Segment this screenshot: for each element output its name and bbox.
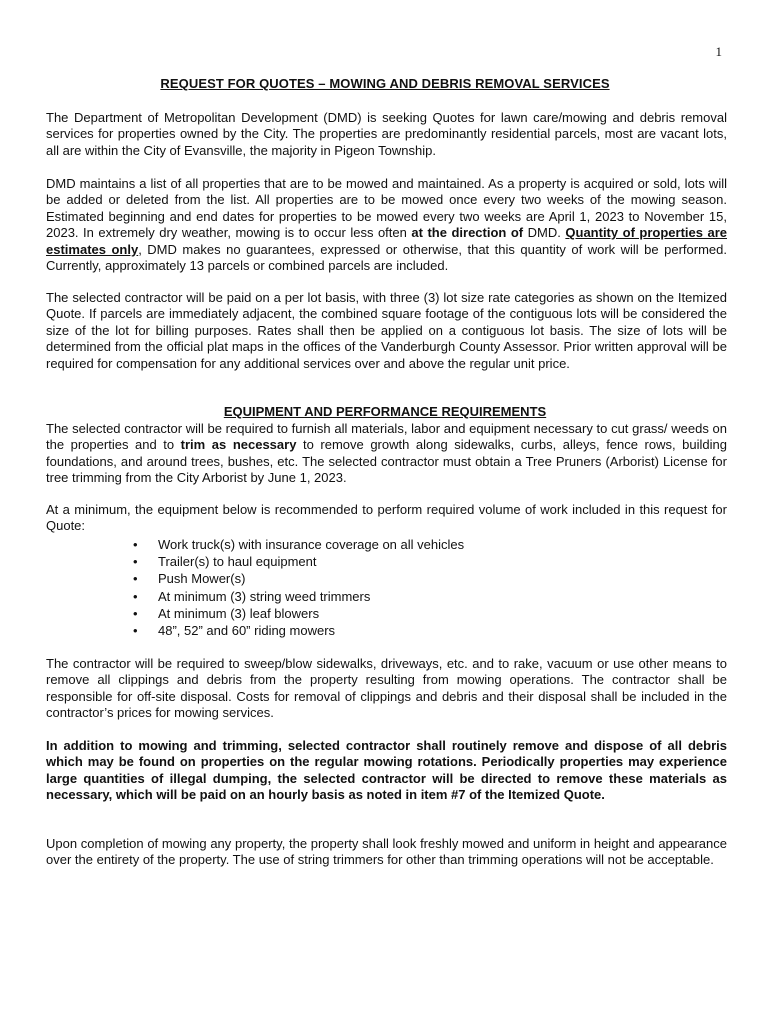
property-list-emphasis: at the direction of <box>411 225 524 241</box>
bullet-icon: • <box>133 537 138 552</box>
cleanup-paragraph: The contractor will be required to sweep/blow sidewalks, driveways, etc. and to rake, vacuum or use other means to remove all clippings and debris from the property resulting from mowing operations. The contractor shall be responsible for off-site disposal. Costs for removal of clippings and debris and their disposal shall be included in the contractor’s prices for mowing services. <box>46 656 727 721</box>
intro-paragraph: The Department of Metropolitan Development (DMD) is seeking Quotes for lawn care/mowing and debris removal services for properties owned by the City. The properties are predominantly residential parcels, most are vacant lots, all are within the City of Evansville, the majority in Pigeon Township. <box>46 110 727 158</box>
list-item-text: Work truck(s) with insurance coverage on all vehicles <box>158 537 465 552</box>
list-item <box>131 536 464 553</box>
property-list-paragraph <box>46 176 727 274</box>
bullet-icon: • <box>133 554 138 570</box>
page-number: 1 <box>715 44 722 59</box>
list-item-text: 48”, 52” and 60” riding mowers <box>158 623 336 639</box>
requirements-paragraph <box>46 421 727 487</box>
requirements-text-2: to remove growth along sidewalks, curbs, alleys, fence rows, building foundations, and around trees, bushes, etc. The selected contractor must obtain a Tree Pruners (Arborist) License for tree trimming from the City Arborist by June 1, 2023. <box>46 437 727 486</box>
list-item <box>131 553 464 570</box>
property-list-text-3: , DMD makes no guarantees, expressed or otherwise, that this quantity of work will be performed. Currently, approximately 13 parcels or combined parcels are included. <box>46 241 727 274</box>
completion-paragraph: Upon completion of mowing any property, the property shall look freshly mowed and uniform in height and appearance over the entirety of the property. The use of string trimmers for other than trimming operations will not be acceptable. <box>46 836 727 868</box>
list-item-text: At minimum (3) string weed trimmers <box>158 588 371 604</box>
payment-paragraph: The selected contractor will be paid on a per lot basis, with three (3) lot size rate categories as shown on the Itemized Quote. If parcels are immediately adjacent, the combined square footage of the contiguous lots will be considered the size of the lot for billing purposes. Rates shall then be applied on a contiguous lot basis. The size of lots will be determined from the official plat maps in the offices of the Vanderburgh County Assessor. Prior written approval will be required for compensation for any additional services over and above the regular unit price. <box>46 290 727 371</box>
document-title: REQUEST FOR QUOTES – MOWING AND DEBRIS REMOVAL SERVICES <box>160 76 610 91</box>
property-list-text-2: DMD. <box>523 225 566 241</box>
quantity-disclaimer: Quantity of properties are estimates only <box>46 225 728 257</box>
bullet-icon: • <box>133 605 138 621</box>
equipment-intro-paragraph: At a minimum, the equipment below is recommended to perform required volume of work included in this request for Quote: <box>46 502 727 534</box>
bullet-icon: • <box>133 588 138 604</box>
bullet-icon: • <box>133 571 138 587</box>
property-list-text-1: DMD maintains a list of all properties that are to be mowed and maintained. As a property is acquired or sold, lots will be added or deleted from the list. All properties are to be mowed once every two weeks of the mowing season. Estimated beginning and end dates for properties to be mowed every two weeks are April 1, 2023 to November 15, 2023. In extremely dry weather, mowing is to occur less often <box>46 176 727 241</box>
list-item <box>131 570 464 587</box>
list-item <box>131 622 464 639</box>
bullet-icon: • <box>133 623 138 639</box>
list-item <box>131 605 464 622</box>
section-heading: EQUIPMENT AND PERFORMANCE REQUIREMENTS <box>223 404 547 419</box>
requirements-text-1: The selected contractor will be required to furnish all materials, labor and equipment necessary to cut grass/ weeds on the properties and to <box>46 421 727 453</box>
debris-paragraph: In addition to mowing and trimming, selected contractor shall routinely remove and dispose of all debris which may be found on properties on the regular mowing rotations. Periodically properties may experience large quantities of illegal dumping, the selected contractor will be directed to remove these materials as necessary, which will be paid on an hourly basis as noted in item #7 of the Itemized Quote. <box>46 738 727 803</box>
list-item-text: At minimum (3) leaf blowers <box>158 605 320 621</box>
list-item-text: Push Mower(s) <box>158 571 246 587</box>
trim-emphasis: trim as necessary <box>180 437 297 453</box>
list-item <box>131 588 464 605</box>
list-item-text: Trailer(s) to haul equipment <box>158 554 317 570</box>
equipment-list <box>131 536 464 639</box>
